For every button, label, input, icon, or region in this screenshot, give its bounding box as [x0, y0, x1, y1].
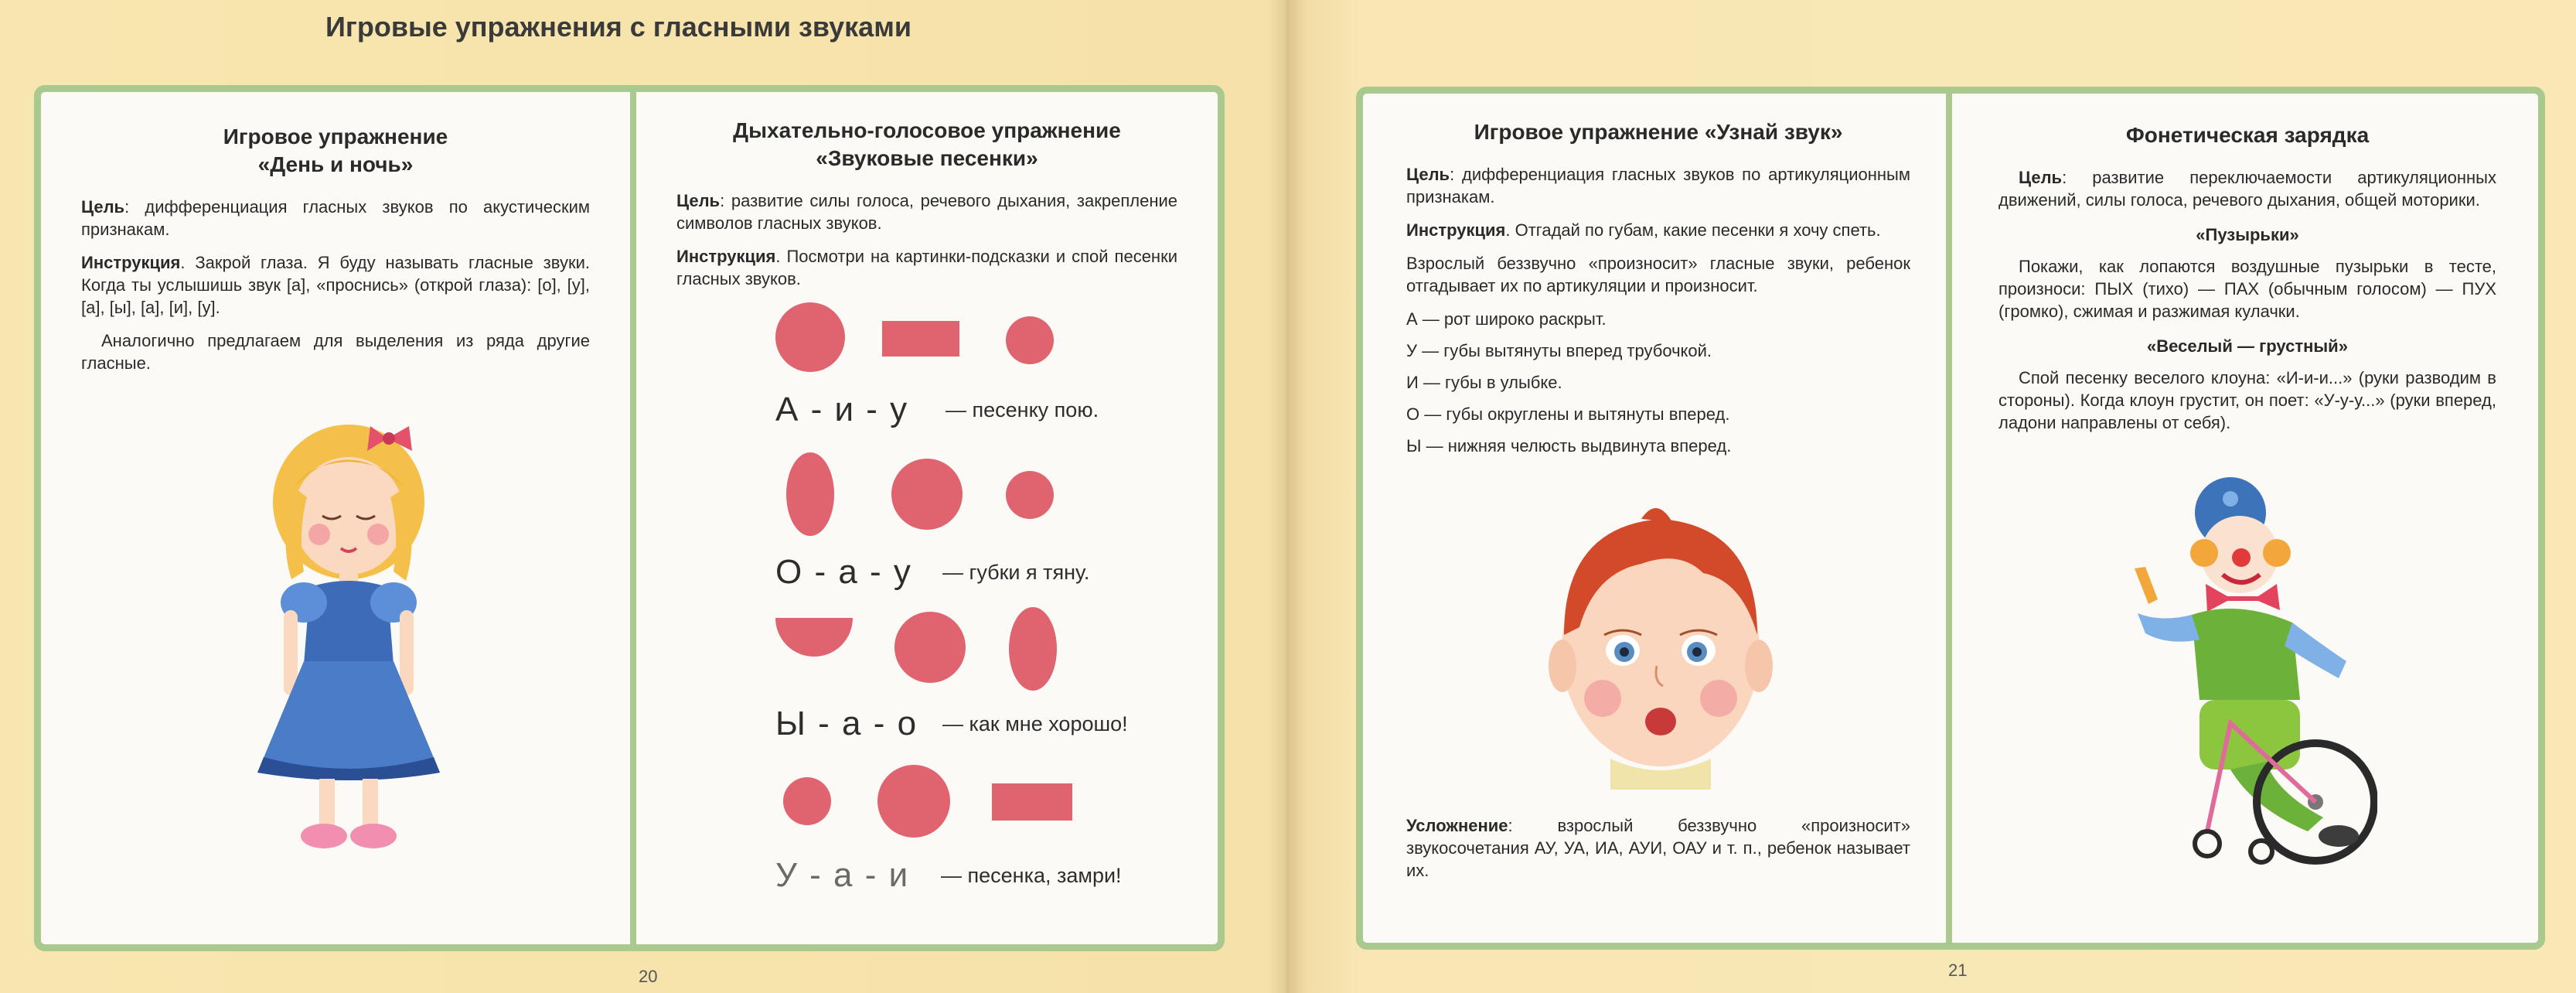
left-frame-divider — [630, 92, 636, 944]
card3-complication — [1406, 814, 1910, 882]
vowel-u-symbol-3 — [783, 777, 831, 825]
doll-illustration — [233, 417, 465, 865]
card4-bubbles-title: «Пузырьки» — [2196, 224, 2299, 244]
vowel-y-symbol — [775, 618, 853, 657]
card1-goal — [81, 196, 590, 241]
card-day-and-night — [41, 92, 630, 944]
card4-title: Фонетическая зарядка — [2125, 123, 2370, 147]
page-number-right: 21 — [1948, 961, 1968, 980]
card3-complication-text: : взрослый беззвучно «произносит» звукосочетания АУ, УА, ИА, АУИ, ОАУ и т. п., ребенок называет их. — [1406, 816, 1910, 881]
page-number-left: 20 — [639, 967, 658, 986]
vowel-u-symbol — [1006, 316, 1054, 364]
card3-instr-text: . Отгадай по губам, какие песенки я хочу спеть. — [1505, 220, 1881, 240]
right-frame-divider — [1946, 94, 1952, 943]
vowel-o-symbol — [786, 452, 834, 536]
card1-title — [81, 123, 590, 179]
card1-instr-label: Инструкция — [81, 252, 181, 272]
card3-title: Игровое упражнение «Узнай звук» — [1474, 120, 1843, 144]
vowel-u-symbol-2 — [1006, 471, 1054, 519]
card-phonetic-warmup — [1952, 94, 2538, 943]
card4-goal — [1998, 166, 2496, 211]
card2-goal — [676, 189, 1177, 234]
spread-heading: Игровые упражнения с гласными звуками — [325, 11, 911, 43]
articulation-a: А — рот широко раскрыт. — [1406, 309, 1607, 329]
card2-title-line2: «Звуковые песенки» — [816, 145, 1038, 170]
row2-phrase: — губки я тяну. — [942, 561, 1090, 584]
card1-instruction — [81, 251, 590, 319]
card-recognize-sound — [1363, 94, 1946, 943]
child-face-illustration — [1549, 496, 1773, 790]
card4-bubbles-text: Покажи, как лопаются воздушные пузырьки в тесте, произноси: ПЫХ (тихо) — ПАХ (обычным голосом) — ПУХ (громко), сжимая и разжимая кулачки. — [1998, 256, 2496, 321]
card1-note: Аналогично предлагаем для выделения из ряда другие гласные. — [81, 330, 590, 373]
row4-sequence: У - а - и — [775, 856, 910, 894]
vowel-i-symbol-2 — [992, 783, 1072, 821]
articulation-i: И — губы в улыбке. — [1406, 373, 1562, 393]
card2-instr-label: Инструкция — [676, 246, 776, 266]
card1-title-line1: Игровое упражнение — [223, 125, 448, 148]
card4-happy-sad-title: «Веселый — грустный» — [2147, 336, 2348, 357]
row1-phrase: — песенку пою. — [946, 398, 1099, 421]
right-frame — [1356, 87, 2545, 950]
book-gutter — [1268, 0, 1307, 993]
vowel-a-symbol-3 — [894, 612, 966, 683]
card-sound-songs — [636, 92, 1218, 944]
vowel-a-symbol-2 — [891, 459, 963, 530]
row2-sequence: О - а - у — [775, 553, 912, 591]
vowel-i-symbol — [882, 321, 959, 357]
vowel-a-symbol-4 — [877, 765, 950, 838]
card3-instruction — [1406, 219, 1910, 241]
articulation-y: Ы — нижняя челюсть выдвинута вперед. — [1406, 436, 1732, 456]
card2-goal-text: : развитие силы голоса, речевого дыхания, закрепление символов гласных звуков. — [676, 190, 1177, 233]
card2-goal-label: Цель — [676, 190, 721, 210]
card2-title-line1: Дыхательно-голосовое упражнение — [733, 118, 1121, 142]
card2-instruction — [676, 245, 1177, 290]
card3-goal — [1406, 163, 1910, 208]
articulation-o: О — губы округлены и вытянуты вперед. — [1406, 404, 1730, 425]
card3-goal-text: : дифференциация гласных звуков по артикуляционным признакам. — [1406, 164, 1910, 206]
card4-goal-label: Цель — [2019, 167, 2063, 187]
card3-instr-label: Инструкция — [1406, 220, 1506, 240]
row3-phrase: — как мне хорошо! — [942, 712, 1128, 735]
row4-phrase: — песенка, замри! — [941, 864, 1122, 887]
card3-complication-label: Усложнение — [1406, 816, 1508, 835]
card2-instr-text: . Посмотри на картинки-подсказки и спой песенки гласных звуков. — [676, 246, 1177, 288]
card1-goal-text: : дифференциация гласных звуков по акустическим признакам. — [81, 196, 590, 239]
row3-sequence: Ы - а - о — [775, 705, 918, 742]
card3-goal-label: Цель — [1406, 164, 1450, 184]
card3-description: Взрослый беззвучно «произносит» гласные звуки, ребенок отгадывает их по артикуляции и произносит. — [1406, 253, 1910, 295]
clown-illustration — [2114, 468, 2377, 878]
left-frame — [34, 85, 1225, 951]
articulation-u: У — губы вытянуты вперед трубочкой. — [1406, 341, 1712, 361]
vowel-a-symbol — [775, 302, 845, 372]
row1-sequence: А - и - у — [775, 391, 909, 428]
card4-goal-text: : развитие переключаемости артикуляционных движений, силы голоса, речевого дыхания, общей моторики. — [1998, 167, 2496, 210]
vowel-o-symbol-2 — [1009, 607, 1057, 691]
card1-title-line2: «День и ночь» — [257, 152, 414, 176]
card4-happy-sad-text: Спой песенку веселого клоуна: «И-и-и...» (руки разводим в стороны). Когда клоун грустит, он поет: «У-у-у...» (руки вперед, ладони направлены от себя). — [1998, 368, 2496, 433]
card1-goal-label: Цель — [81, 196, 125, 217]
card2-title — [676, 117, 1177, 172]
card1-instr-text: . Закрой глаза. Я буду называть гласные звуки. Когда ты услышишь звук [а], «проснись» (открой глаза): [о], [у], [а], [ы], [а], [и], [у]. — [81, 252, 590, 317]
